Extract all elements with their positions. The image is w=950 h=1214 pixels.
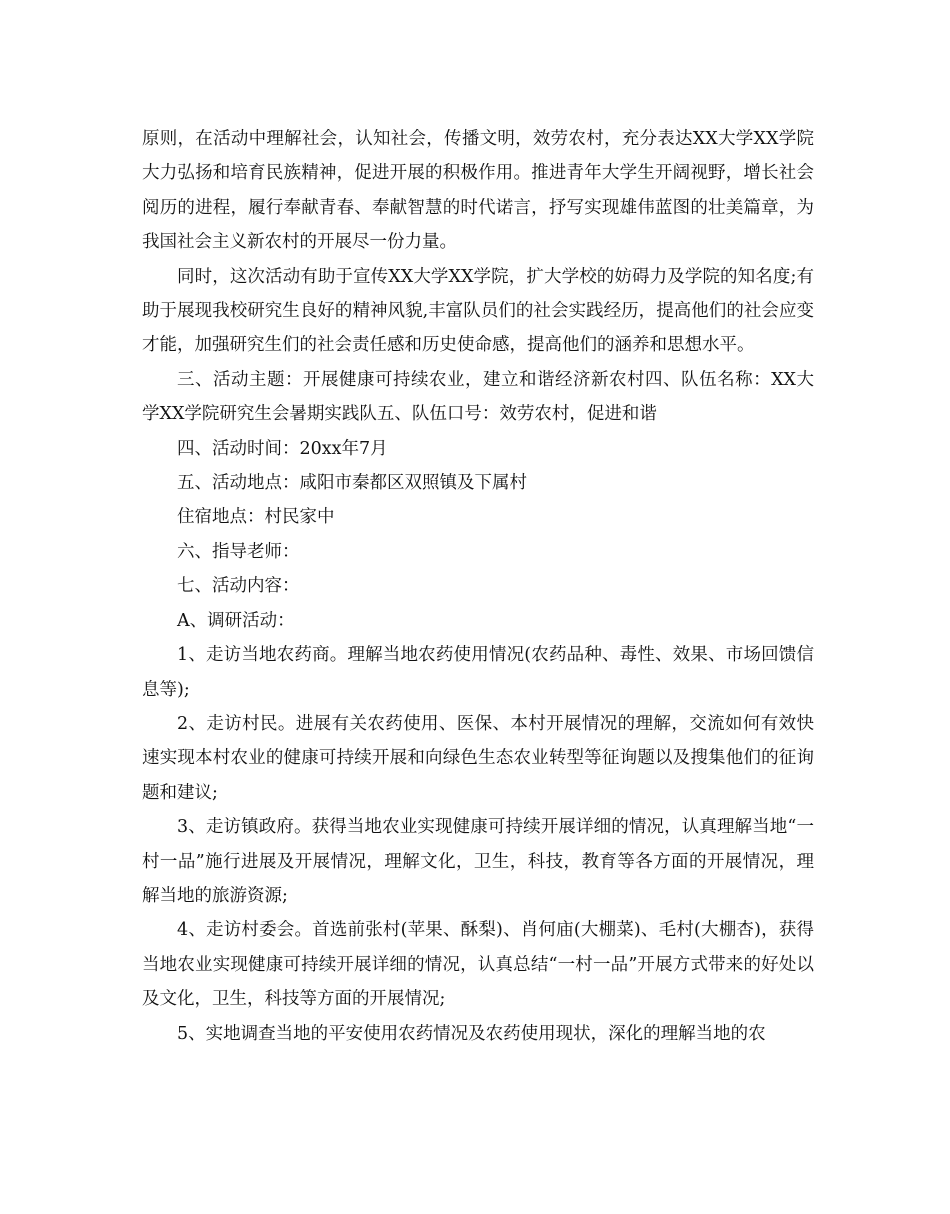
paragraph-activity-location: 五、活动地点：咸阳市秦都区双照镇及下属村	[177, 473, 527, 494]
paragraph-instructor: 六、指导老师：	[177, 541, 300, 562]
paragraph-research-heading: A、调研活动：	[177, 610, 295, 631]
document-page	[142, 122, 814, 1051]
list-item-town-government: 3、走访镇政府。获得当地农业实现健康可持续开展详细的情况，认真理解当地“一村一品”施行进展及开展情况，理解文化，卫生，科技，教育等各方面的开展情况，理解当地的旅游资源;	[142, 817, 814, 906]
list-item-villagers: 2、走访村民。进展有关农药使用、医保、本村开展情况的理解，交流如何有效快速实现本村农业的健康可持续开展和向绿色生态农业转型等征询题以及搜集他们的征询题和建议;	[142, 713, 814, 803]
list-item-village-committee: 4、走访村委会。首选前张村(苹果、酥梨)、肖何庙(大棚菜)、毛村(大棚杏)，获得当地农业实现健康可持续开展详细的情况，认真总结“一村一品”开展方式带来的好处以及文化，卫生，科技等方面的开展情况;	[142, 920, 814, 1010]
paragraph-intro-continued: 原则，在活动中理解社会，认知社会，传播文明，效劳农村，充分表达XX大学XX学院大力弘扬和培育民族精神，促进开展的积极作用。推进青年大学生开阔视野，增长社会阅历的进程，履行奉献青春、奉献智慧的时代诺言，抒写实现雄伟蓝图的壮美篇章，为我国社会主义新农村的开展尽一份力量。	[142, 129, 814, 253]
list-item-field-survey: 5、实地调查当地的平安使用农药情况及农药使用现状，深化的理解当地的农	[177, 1023, 766, 1044]
paragraph-accommodation: 住宿地点：村民家中	[177, 507, 335, 528]
paragraph-publicity: 同时，这次活动有助于宣传XX大学XX学院，扩大学校的妨碍力及学院的知名度;有助于展现我校研究生良好的精神风貌,丰富队员们的社会实践经历，提高他们的社会应变才能，加强研究生们的社会责任感和历史使命感，提高他们的涵养和思想水平。	[142, 266, 814, 356]
paragraph-activity-time: 四、活动时间：20xx年7月	[177, 438, 388, 459]
paragraph-activity-content: 七、活动内容：	[177, 576, 300, 597]
list-item-pesticide-dealers: 1、走访当地农药商。理解当地农药使用情况(农药品种、毒性、效果、市场回馈信息等);	[142, 645, 814, 700]
paragraph-activity-theme: 三、活动主题：开展健康可持续农业，建立和谐经济新农村四、队伍名称：XX大学XX学院研究生会暑期实践队五、队伍口号：效劳农村，促进和谐	[142, 369, 814, 425]
